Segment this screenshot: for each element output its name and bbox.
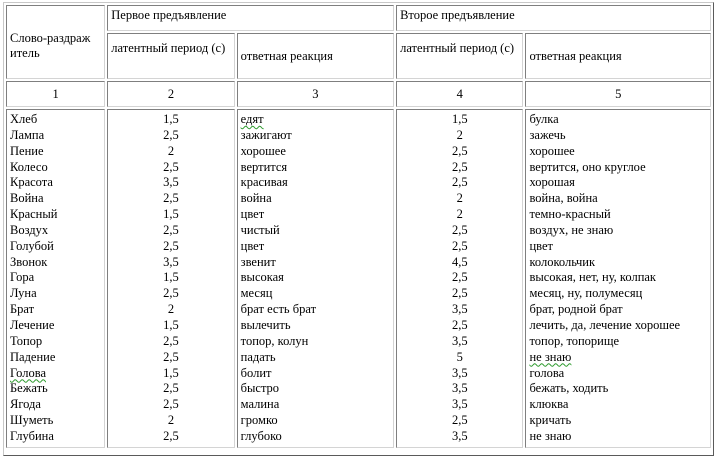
latent-period-2-cell xyxy=(400,366,519,382)
response-1-text: высокая xyxy=(240,270,284,285)
response-2-cell xyxy=(529,239,707,255)
response-2-cell xyxy=(529,429,707,445)
response-1-cell xyxy=(241,128,390,144)
response-2-cell xyxy=(529,112,707,128)
response-1-text: вылечить xyxy=(240,317,291,332)
response-2-cell xyxy=(529,381,707,397)
stimulus-word-cell xyxy=(10,381,101,397)
response-1-text: война xyxy=(240,191,272,206)
response-2-text: кричать xyxy=(529,413,572,428)
header-response-2: ответная реакция xyxy=(525,33,711,79)
latent-period-1-text: 2 xyxy=(167,302,175,317)
latent-period-1-cell xyxy=(111,128,230,144)
latent-period-2-cell xyxy=(400,128,519,144)
response-1-cell xyxy=(241,270,390,286)
latent-period-2-text: 3,5 xyxy=(451,397,468,412)
latent-period-2-cell xyxy=(400,191,519,207)
latent-period-1-text: 2,5 xyxy=(163,349,179,364)
response-2-text: брат, родной брат xyxy=(529,302,623,317)
response-2-text: война, война xyxy=(529,191,598,206)
table-body-row xyxy=(6,109,711,448)
stimulus-word-text: Луна xyxy=(10,286,37,301)
stimulus-word-text: Хлеб xyxy=(10,112,38,126)
response-1-cell xyxy=(241,207,390,223)
latent-period-2-cell xyxy=(400,239,519,255)
response-1-text: быстро xyxy=(240,381,280,396)
response-1-text: падать xyxy=(240,349,276,364)
stimulus-word-text: Красота xyxy=(10,175,53,190)
response-1-cell xyxy=(241,413,390,429)
latent-period-2-cell xyxy=(400,429,519,445)
response-1-cell xyxy=(241,239,390,255)
stimulus-word-text: Бежать xyxy=(10,381,48,396)
response-2-cell xyxy=(529,144,707,160)
latent-period-2-cell xyxy=(400,270,519,286)
latent-period-2-cell xyxy=(400,112,519,128)
latent-period-1-text: 2,5 xyxy=(163,127,179,142)
latent-period-1-cell xyxy=(111,191,230,207)
latent-period-2-cell xyxy=(400,302,519,318)
stimulus-word-cell xyxy=(10,413,101,429)
latent-period-2-cell xyxy=(400,286,519,302)
latent-period-2-text: 2,5 xyxy=(451,413,468,428)
response-1-text: топор, колун xyxy=(240,333,309,348)
response-1-cell xyxy=(241,397,390,413)
latent-period-2-text: 3,5 xyxy=(451,302,468,317)
response-1-text: месяц xyxy=(240,286,273,301)
column-number-2: 2 xyxy=(107,81,234,107)
response-2-text: воздух, не знаю xyxy=(529,222,614,237)
latent-period-1-cell xyxy=(111,366,230,382)
header-response-1: ответная реакция xyxy=(237,33,394,79)
stimulus-word-cell xyxy=(10,350,101,366)
stimulus-word-text: Звонок xyxy=(10,254,48,269)
latent-period-2-text: 2,5 xyxy=(451,222,468,237)
response-2-cell xyxy=(529,128,707,144)
latent-period-2-text: 2,5 xyxy=(451,238,468,253)
latent-period-1-cell xyxy=(111,112,230,128)
response-2-cell xyxy=(529,397,707,413)
latent-period-2-cell xyxy=(400,350,519,366)
latent-period-1-text: 1,5 xyxy=(163,207,179,222)
latent-period-1-column xyxy=(107,109,234,448)
response-1-text: глубоко xyxy=(240,428,282,443)
stimulus-word-cell xyxy=(10,334,101,350)
response-2-cell xyxy=(529,207,707,223)
response-2-text: булка xyxy=(529,112,559,126)
response-1-text: малина xyxy=(240,397,280,412)
column-number-4: 4 xyxy=(396,81,523,107)
response-1-cell xyxy=(241,255,390,271)
latent-period-2-text: 3,5 xyxy=(451,381,468,396)
latent-period-2-cell xyxy=(400,175,519,191)
latent-period-2-cell xyxy=(400,255,519,271)
latent-period-1-cell xyxy=(111,239,230,255)
latent-period-1-text: 2,5 xyxy=(163,159,179,174)
latent-period-2-text: 2,5 xyxy=(451,175,468,190)
response-2-text: клюква xyxy=(529,397,569,412)
header-stimulus-word-label: Слово-раздражитель xyxy=(10,31,91,60)
response-2-text: голова xyxy=(529,365,565,380)
response-1-cell xyxy=(241,350,390,366)
response-1-cell xyxy=(241,223,390,239)
response-1-cell xyxy=(241,144,390,160)
stimulus-word-text: Голова xyxy=(10,365,46,380)
response-2-cell xyxy=(529,334,707,350)
response-2-text: не знаю xyxy=(529,428,572,443)
latent-period-2-column xyxy=(396,109,523,448)
latent-period-1-text: 2,5 xyxy=(163,222,179,237)
stimulus-word-cell xyxy=(10,429,101,445)
latent-period-2-cell xyxy=(400,318,519,334)
stimulus-word-cell xyxy=(10,112,101,128)
latent-period-2-text: 4,5 xyxy=(451,254,468,269)
response-1-column xyxy=(237,109,394,448)
response-2-cell xyxy=(529,286,707,302)
latent-period-2-cell xyxy=(400,413,519,429)
latent-period-1-text: 2 xyxy=(167,143,175,158)
stimulus-word-text: Война xyxy=(10,191,44,206)
latent-period-2-text: 2 xyxy=(456,207,463,222)
response-2-text: зажечь xyxy=(529,127,566,142)
latent-period-2-cell xyxy=(400,381,519,397)
response-1-cell xyxy=(241,175,390,191)
header-stimulus-word xyxy=(6,5,105,79)
response-2-cell xyxy=(529,223,707,239)
latent-period-1-cell xyxy=(111,413,230,429)
stimulus-word-cell xyxy=(10,366,101,382)
stimulus-word-cell xyxy=(10,191,101,207)
response-2-cell xyxy=(529,366,707,382)
latent-period-2-cell xyxy=(400,144,519,160)
latent-period-1-cell xyxy=(111,160,230,176)
column-number-5: 5 xyxy=(525,81,711,107)
header-first-presentation: Первое предъявление xyxy=(107,5,394,31)
response-2-text: высокая, нет, ну, колпак xyxy=(529,270,657,285)
response-2-cell xyxy=(529,350,707,366)
stimulus-word-text: Брат xyxy=(10,302,35,317)
latent-period-2-cell xyxy=(400,160,519,176)
header-latent-period-2: латентный период (с) xyxy=(396,33,523,79)
latent-period-2-text: 3,5 xyxy=(451,333,468,348)
stimulus-word-cell xyxy=(10,302,101,318)
response-1-text: чистый xyxy=(240,222,280,237)
stimulus-word-cell xyxy=(10,207,101,223)
stimulus-word-text: Лечение xyxy=(10,317,55,332)
latent-period-2-text: 2,5 xyxy=(451,286,468,301)
response-2-cell xyxy=(529,270,707,286)
latent-period-1-text: 2,5 xyxy=(163,191,179,206)
stimulus-word-text: Лампа xyxy=(10,127,45,142)
stimulus-word-cell xyxy=(10,270,101,286)
response-2-cell xyxy=(529,175,707,191)
response-1-cell xyxy=(241,429,390,445)
stimulus-word-cell xyxy=(10,175,101,191)
latent-period-1-cell xyxy=(111,207,230,223)
latent-period-2-text: 2 xyxy=(456,191,463,206)
response-1-text: звенит xyxy=(240,254,276,269)
latent-period-2-text: 2,5 xyxy=(451,317,468,332)
response-2-text: колокольчик xyxy=(529,254,596,269)
stimulus-word-text: Пение xyxy=(10,143,44,158)
latent-period-1-cell xyxy=(111,144,230,160)
latent-period-1-cell xyxy=(111,350,230,366)
response-2-text: не знаю xyxy=(529,349,572,364)
latent-period-1-text: 2,5 xyxy=(163,397,179,412)
latent-period-1-text: 2,5 xyxy=(163,381,179,396)
response-1-text: красивая xyxy=(240,175,288,190)
response-1-cell xyxy=(241,112,390,128)
stimulus-word-cell xyxy=(10,223,101,239)
stimulus-word-cell xyxy=(10,144,101,160)
response-2-text: месяц, ну, полумесяц xyxy=(529,286,643,301)
response-2-text: топор, топорище xyxy=(529,333,620,348)
latent-period-2-text: 3,5 xyxy=(451,428,468,443)
response-1-cell xyxy=(241,318,390,334)
response-2-text: лечить, да, лечение хорошее xyxy=(529,317,681,332)
latent-period-1-text: 1,5 xyxy=(163,270,179,285)
response-2-text: вертится, оно круглое xyxy=(529,159,646,174)
response-1-cell xyxy=(241,334,390,350)
response-1-text: громко xyxy=(240,413,278,428)
latent-period-1-cell xyxy=(111,223,230,239)
latent-period-1-cell xyxy=(111,429,230,445)
latent-period-1-text: 1,5 xyxy=(163,112,179,126)
response-2-cell xyxy=(529,191,707,207)
stimulus-word-cell xyxy=(10,286,101,302)
response-1-cell xyxy=(241,286,390,302)
document-table-frame xyxy=(3,2,714,456)
response-1-text: хорошее xyxy=(240,143,286,158)
latent-period-1-text: 2,5 xyxy=(163,286,179,301)
latent-period-2-text: 3,5 xyxy=(451,365,468,380)
stimulus-word-text: Топор xyxy=(10,333,43,348)
latent-period-2-text: 2,5 xyxy=(451,159,468,174)
latent-period-2-text: 2 xyxy=(456,127,463,142)
stimulus-word-text: Глубина xyxy=(10,428,54,443)
latent-period-1-text: 3,5 xyxy=(163,254,179,269)
column-number-1: 1 xyxy=(6,81,105,107)
stimulus-word-cell xyxy=(10,160,101,176)
latent-period-1-cell xyxy=(111,318,230,334)
column-number-3: 3 xyxy=(237,81,394,107)
latent-period-1-text: 2,5 xyxy=(163,333,179,348)
stimulus-word-cell xyxy=(10,255,101,271)
latent-period-1-cell xyxy=(111,175,230,191)
latent-period-1-text: 2,5 xyxy=(163,428,179,443)
response-1-text: брат есть брат xyxy=(240,302,317,317)
response-1-cell xyxy=(241,191,390,207)
stimulus-word-text: Шуметь xyxy=(10,413,54,428)
response-1-cell xyxy=(241,302,390,318)
latent-period-2-cell xyxy=(400,397,519,413)
response-1-cell xyxy=(241,160,390,176)
latent-period-1-cell xyxy=(111,270,230,286)
response-1-text: болит xyxy=(240,365,272,380)
latent-period-1-cell xyxy=(111,397,230,413)
latent-period-2-cell xyxy=(400,223,519,239)
response-1-cell xyxy=(241,381,390,397)
latent-period-1-cell xyxy=(111,334,230,350)
latent-period-2-text: 2,5 xyxy=(451,143,468,158)
stimulus-word-cell xyxy=(10,128,101,144)
stimulus-word-cell xyxy=(10,239,101,255)
response-1-text: цвет xyxy=(240,207,265,222)
stimulus-word-text: Воздух xyxy=(10,222,49,237)
latent-period-1-cell xyxy=(111,255,230,271)
response-2-text: темно-красный xyxy=(529,207,611,222)
response-2-text: хорошая xyxy=(529,175,575,190)
response-2-text: хорошее xyxy=(529,143,575,158)
stimulus-word-cell xyxy=(10,318,101,334)
response-1-text: вертится xyxy=(240,159,288,174)
header-latent-period-1: латентный период (с) xyxy=(107,33,234,79)
response-2-cell xyxy=(529,302,707,318)
latent-period-1-text: 2,5 xyxy=(163,238,179,253)
header-second-presentation: Второе предъявление xyxy=(396,5,711,31)
response-1-cell xyxy=(241,366,390,382)
response-2-cell xyxy=(529,318,707,334)
response-2-text: цвет xyxy=(529,238,553,253)
latent-period-2-text: 5 xyxy=(456,349,463,364)
response-1-text: зажигают xyxy=(240,127,292,142)
stimulus-word-text: Ягода xyxy=(10,397,41,412)
latent-period-1-text: 3,5 xyxy=(163,175,179,190)
latent-period-1-cell xyxy=(111,286,230,302)
stimulus-word-text: Гора xyxy=(10,270,35,285)
latent-period-1-text: 2 xyxy=(167,413,175,428)
stimulus-word-text: Красный xyxy=(10,207,58,222)
latent-period-1-cell xyxy=(111,381,230,397)
stimulus-word-column xyxy=(6,109,105,448)
response-1-text: едят xyxy=(240,112,264,126)
response-2-text: бежать, ходить xyxy=(529,381,609,396)
association-experiment-table xyxy=(4,3,713,450)
latent-period-1-text: 1,5 xyxy=(163,317,179,332)
stimulus-word-text: Падение xyxy=(10,349,56,364)
response-2-cell xyxy=(529,255,707,271)
stimulus-word-text: Колесо xyxy=(10,159,48,174)
latent-period-1-cell xyxy=(111,302,230,318)
latent-period-2-cell xyxy=(400,207,519,223)
latent-period-2-text: 2,5 xyxy=(451,270,468,285)
response-2-column xyxy=(525,109,711,448)
stimulus-word-text: Голубой xyxy=(10,238,54,253)
response-1-text: цвет xyxy=(240,238,265,253)
stimulus-word-cell xyxy=(10,397,101,413)
latent-period-2-cell xyxy=(400,334,519,350)
response-2-cell xyxy=(529,413,707,429)
latent-period-1-text: 1,5 xyxy=(163,365,179,380)
response-2-cell xyxy=(529,160,707,176)
latent-period-2-text: 1,5 xyxy=(451,112,468,126)
